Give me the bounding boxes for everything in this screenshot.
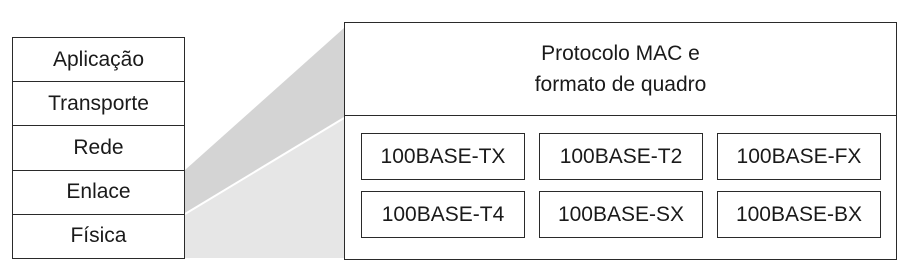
phy-100base-t4: 100BASE-T4 [361,191,525,238]
phy-100base-sx: 100BASE-SX [539,191,703,238]
layer-transport: Transporte [13,82,184,126]
protocol-stack [12,37,185,259]
mac-label-line1: Protocolo MAC e [541,42,700,65]
phy-100base-tx: 100BASE-TX [361,133,525,180]
phy-100base-bx: 100BASE-BX [717,191,881,238]
layer-application: Aplicação [13,38,184,82]
mac-label-line2: formato de quadro [534,73,707,96]
layer-physical: Física [70,224,127,248]
layer-link: Enlace [13,171,184,215]
mac-protocol-box [345,23,896,116]
phy-100base-t2: 100BASE-T2 [539,133,703,180]
physical-standards-grid [361,133,882,238]
link-physical-expansion [344,22,897,260]
phy-100base-fx: 100BASE-FX [717,133,881,180]
layer-network: Rede [13,126,184,170]
